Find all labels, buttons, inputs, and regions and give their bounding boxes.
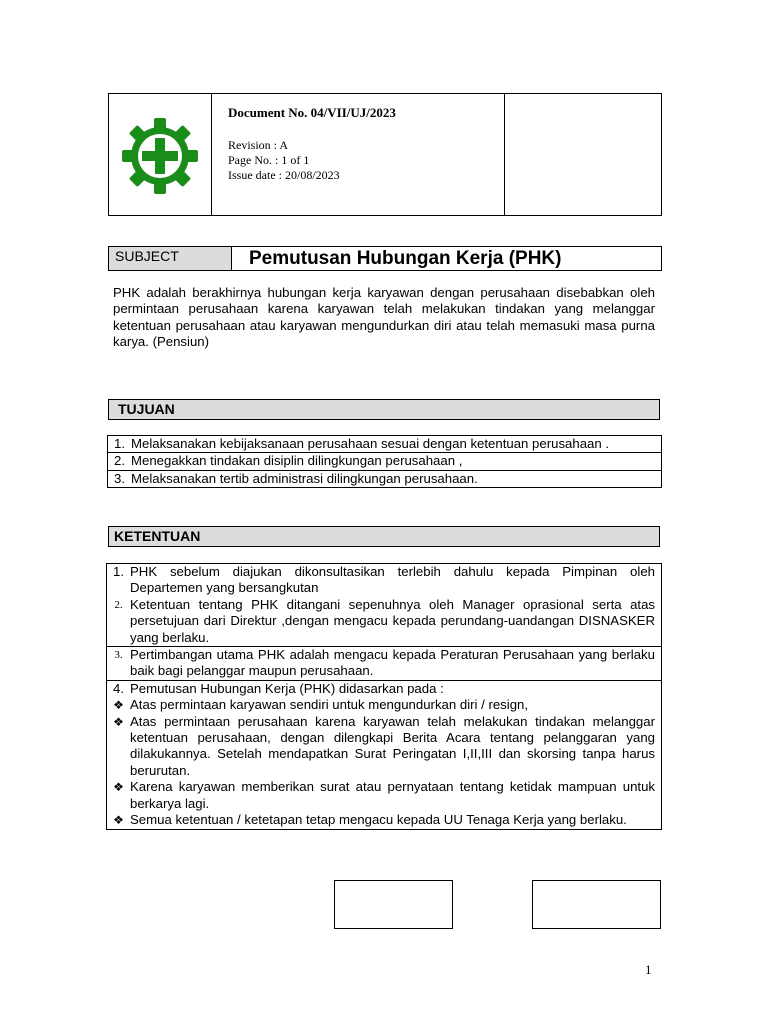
bullet-text: Atas permintaan karyawan sendiri untuk mengundurkan diri / resign,	[130, 697, 529, 713]
page-no: Page No. : 1 of 1	[228, 153, 310, 167]
diamond-bullet-icon: ❖	[113, 780, 124, 795]
list-item	[108, 453, 662, 470]
item-number: 2.	[114, 598, 123, 611]
list-item	[108, 436, 662, 453]
item-number: 1.	[113, 564, 124, 579]
item-text: PHK sebelum diajukan dikonsultasikan terlebih dahulu kepada Pimpinan oleh Departemen yang bersangkutan	[130, 564, 655, 596]
item-number: 3.	[114, 649, 123, 662]
intro-paragraph: PHK adalah berakhirnya hubungan kerja karyawan dengan perusahaan disebabkan oleh permintaan perusahaan karena karyawan telah melakukan tindakan yang melanggar ketentuan perusahaan atau karyawan mengundurkan diri atau telah memasuki masa purna karya. (Pensiun)	[113, 285, 655, 350]
item-number: 2.	[114, 453, 125, 469]
item-text: Ketentuan tentang PHK ditangani sepenuhnya oleh Manager oprasional serta atas persetujuan dari Direktur ,dengan mengacu kepada perundang-uandangan DISNASKER yang berlaku.	[130, 596, 655, 645]
item-number: 1.	[114, 436, 125, 451]
tujuan-heading: TUJUAN	[108, 399, 660, 420]
list-item	[108, 470, 662, 487]
revision: Revision : A	[228, 138, 289, 152]
item-text: Pemutusan Hubungan Kerja (PHK) didasarkan pada :	[130, 680, 444, 696]
document-number: Document No. 04/VII/UJ/2023	[228, 105, 396, 120]
issue-date: Issue date : 20/08/2023	[228, 168, 340, 182]
subject-label: SUBJECT	[109, 247, 232, 270]
logo-cell	[109, 94, 212, 215]
tujuan-list	[107, 435, 662, 488]
list-item	[107, 647, 662, 681]
list-item	[107, 564, 662, 647]
ketentuan-list	[106, 563, 662, 830]
diamond-bullet-icon: ❖	[113, 813, 124, 828]
diamond-bullet-icon: ❖	[113, 698, 124, 713]
diamond-bullet-icon: ❖	[113, 714, 124, 729]
document-header	[108, 93, 662, 216]
item-text: Menegakkan tindakan disiplin dilingkungan perusahaan ,	[131, 453, 463, 469]
bullet-text: Semua ketentuan / ketetapan tetap mengacu kepada UU Tenaga Kerja yang berlaku.	[130, 812, 627, 828]
bullet-text: Karena karyawan memberikan surat atau pernyataan tentang ketidak mampuan untuk berkarya lagi.	[130, 779, 655, 811]
ketentuan-heading: KETENTUAN	[108, 526, 660, 547]
gear-cross-logo-icon	[120, 116, 200, 196]
signature-box-left	[334, 880, 453, 929]
page-number: 1	[645, 962, 652, 977]
item-number: 4.	[113, 680, 124, 696]
item-text: Pertimbangan utama PHK adalah mengacu kepada Peraturan Perusahaan yang berlaku baik bagi pelanggar maupun perusahaan.	[130, 647, 655, 679]
item-text: Melaksanakan kebijaksanaan perusahaan sesuai dengan ketentuan perusahaan .	[131, 436, 610, 451]
list-item	[107, 680, 662, 829]
bullet-text: Atas permintaan perusahaan karena karyawan telah melakukan tindakan melanggar ketentuan perusahaan, dengan dilengkapi Berita Acara tentang pelanggaran yang dilakukannya. Setelah mendapatkan Surat Peringatan I,II,III dan skorsing tanpa harus berurutan.	[130, 713, 655, 778]
subject-title: Pemutusan Hubungan Kerja (PHK)	[249, 248, 562, 269]
item-text: Melaksanakan tertib administrasi dilingkungan perusahaan.	[131, 470, 478, 486]
subject-row	[108, 246, 662, 271]
document-info-cell	[212, 94, 505, 215]
signature-box-right	[532, 880, 661, 929]
item-number: 3.	[114, 470, 125, 486]
